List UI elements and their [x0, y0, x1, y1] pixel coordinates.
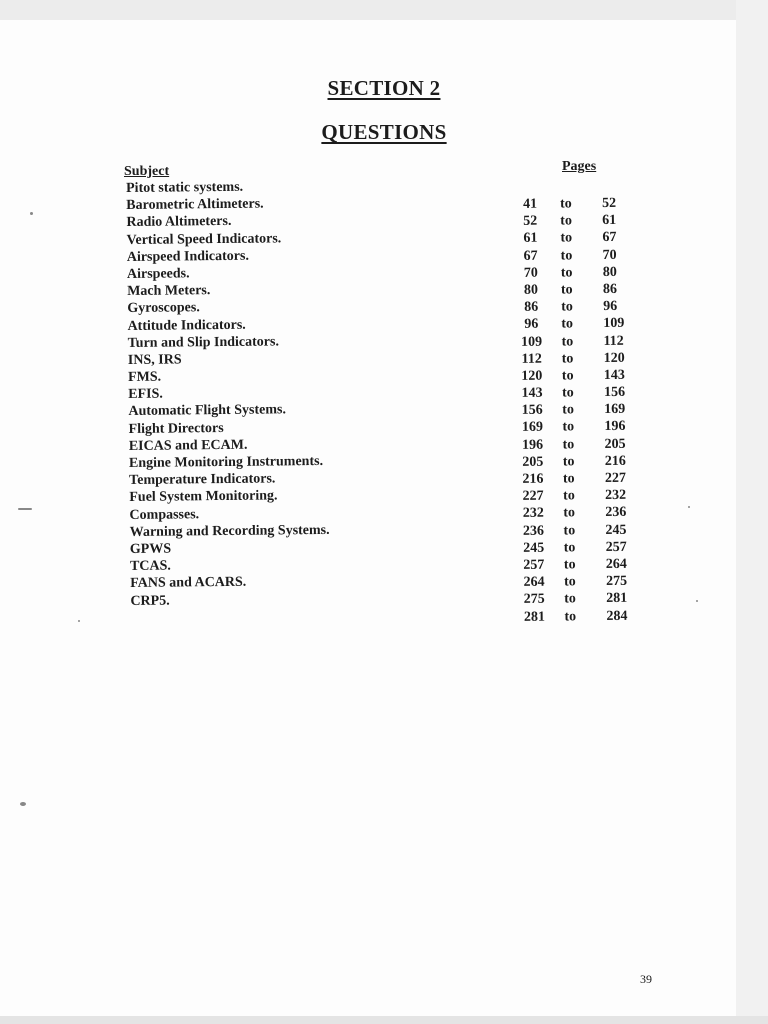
subject-item: Airspeed Indicators. — [126, 248, 250, 265]
page-start: 61 — [523, 231, 538, 247]
page-end: 216 — [604, 453, 626, 469]
section-title: SECTION 2 — [327, 76, 441, 100]
page-range-row — [515, 504, 655, 523]
subject-item: EFIS. — [128, 386, 163, 403]
subject-item: Engine Monitoring Instruments. — [128, 453, 324, 471]
page-start: 112 — [521, 351, 542, 367]
page-range-list — [512, 195, 656, 626]
range-separator: to — [562, 436, 575, 453]
page-start: 96 — [524, 317, 539, 333]
page-end: 156 — [603, 384, 626, 401]
questions-title: QUESTIONS — [321, 120, 447, 144]
range-separator: to — [560, 282, 573, 298]
page-end: 205 — [604, 436, 626, 452]
page-start: 275 — [523, 591, 545, 608]
page-range-row — [516, 555, 656, 574]
page-range-row — [512, 212, 652, 231]
page-end: 143 — [603, 367, 625, 383]
page-end: 281 — [606, 591, 628, 607]
range-separator: to — [563, 505, 576, 521]
subject-item: GPWS — [129, 541, 172, 557]
page-start: 257 — [523, 557, 545, 573]
page-start: 205 — [522, 454, 544, 470]
range-separator: to — [563, 488, 575, 504]
range-separator: to — [560, 265, 573, 281]
subject-item: INS, IRS — [127, 352, 182, 368]
subject-item: Attitude Indicators. — [127, 317, 246, 334]
page-start: 52 — [523, 213, 538, 230]
range-separator: to — [560, 213, 573, 229]
range-separator: to — [561, 299, 573, 315]
subject-item: Automatic Flight Systems. — [128, 402, 286, 420]
subject-item: FMS. — [127, 369, 162, 386]
document-page — [0, 20, 736, 1016]
scan-speck — [18, 508, 32, 510]
scan-speck — [78, 620, 80, 622]
page-range-row — [513, 246, 653, 265]
page-end: 80 — [602, 264, 617, 280]
subject-column-header: Subject — [124, 164, 170, 179]
subject-item: Barometric Altimeters. — [126, 196, 264, 214]
range-separator: to — [561, 351, 574, 367]
page-range-row — [515, 452, 655, 471]
page-start: 86 — [524, 299, 539, 316]
page-end: 245 — [605, 522, 627, 538]
page-end: 227 — [604, 470, 627, 487]
subject-item: TCAS. — [129, 558, 171, 575]
subject-item: CRP5. — [130, 593, 170, 609]
page-range-row — [514, 349, 654, 368]
page-range-row — [512, 229, 652, 248]
pages-column-header: Pages — [562, 159, 597, 174]
page-range-row — [513, 332, 653, 351]
page-end: 232 — [605, 488, 627, 504]
subject-item: Warning and Recording Systems. — [129, 522, 330, 540]
page-end: 70 — [602, 247, 617, 263]
subject-item: Turn and Slip Indicators. — [127, 334, 279, 351]
subject-item: Compasses. — [129, 506, 200, 523]
page-start: 70 — [523, 265, 538, 281]
page-end: 236 — [605, 505, 627, 521]
range-separator: to — [560, 196, 572, 212]
range-separator: to — [561, 316, 574, 332]
page-end: 86 — [602, 281, 618, 297]
page-range-row — [516, 538, 656, 557]
range-separator: to — [560, 230, 573, 246]
page-start: 227 — [522, 488, 544, 505]
page-range-row — [512, 195, 652, 214]
range-separator: to — [563, 574, 576, 590]
page-start: 216 — [522, 471, 544, 487]
page-range-row — [513, 263, 653, 282]
subject-item: Radio Altimeters. — [126, 214, 232, 231]
page-start: 80 — [523, 282, 539, 298]
page-end: 67 — [602, 230, 617, 246]
subject-item: Temperature Indicators. — [129, 471, 276, 489]
page-range-row — [515, 521, 655, 540]
subject-item: Airspeeds. — [126, 266, 190, 282]
scan-speck — [30, 212, 33, 215]
page-end: 196 — [604, 419, 626, 435]
page-end: 264 — [605, 556, 627, 572]
subject-item: Flight Directors — [128, 420, 224, 437]
subject-list — [126, 178, 330, 610]
page-range-row — [514, 366, 654, 385]
page-end: 284 — [606, 608, 628, 624]
range-separator: to — [564, 608, 577, 624]
range-separator: to — [562, 454, 575, 470]
subject-item: Gyroscopes. — [127, 300, 200, 317]
page-range-row — [514, 418, 654, 437]
page-start: 169 — [521, 420, 544, 436]
page-range-row — [513, 315, 653, 334]
page-end: 275 — [605, 573, 628, 590]
page-range-row — [514, 401, 654, 420]
subject-item: Vertical Speed Indicators. — [126, 230, 282, 248]
scan-speck — [688, 506, 690, 508]
page-range-row — [513, 280, 653, 299]
page-end: 169 — [604, 402, 626, 418]
page-range-row — [516, 590, 656, 609]
page-end: 112 — [603, 333, 624, 349]
page-start: 143 — [521, 385, 543, 401]
subject-item: FANS and ACARS. — [130, 575, 247, 592]
subject-item: Pitot static systems. — [126, 179, 244, 196]
page-range-row — [516, 607, 656, 626]
scan-right-margin — [736, 0, 768, 1024]
range-separator: to — [562, 471, 575, 487]
page-number: 39 — [640, 972, 652, 986]
range-separator: to — [561, 368, 574, 384]
page-range-row — [515, 470, 655, 489]
range-separator: to — [564, 591, 576, 607]
page-start: 232 — [522, 506, 544, 522]
page-range-row — [514, 384, 654, 403]
range-separator: to — [562, 419, 575, 435]
page-end: 61 — [602, 213, 617, 229]
page-start: 245 — [523, 540, 545, 556]
page-start: 120 — [521, 368, 543, 384]
subject-item: Fuel System Monitoring. — [129, 488, 278, 506]
range-separator: to — [562, 402, 574, 418]
subject-item: EICAS and ECAM. — [128, 437, 248, 454]
page-start: 196 — [522, 437, 544, 453]
page-range-row — [513, 298, 653, 317]
range-separator: to — [563, 540, 576, 556]
page-start: 264 — [523, 574, 545, 591]
page-start: 156 — [521, 402, 543, 419]
scan-speck — [696, 600, 698, 602]
page-end: 257 — [605, 539, 627, 555]
page-range-row — [515, 435, 655, 454]
range-separator: to — [561, 385, 574, 401]
scan-speck — [20, 802, 26, 806]
range-separator: to — [560, 247, 573, 264]
page-start: 281 — [523, 609, 545, 625]
page-end: 120 — [603, 350, 625, 366]
subject-item: Mach Meters. — [127, 283, 211, 300]
page-start: 236 — [522, 523, 545, 539]
page-range-row — [515, 487, 655, 506]
page-range-row — [516, 573, 656, 592]
page-end: 109 — [603, 316, 625, 332]
scan-bottom-margin — [0, 1016, 768, 1024]
page-start: 67 — [523, 248, 538, 264]
page-end: 96 — [603, 299, 618, 315]
page-start: 109 — [520, 334, 543, 350]
range-separator: to — [563, 522, 576, 539]
page-end: 52 — [602, 195, 617, 212]
page-start: 41 — [523, 196, 538, 212]
range-separator: to — [563, 557, 576, 573]
range-separator: to — [561, 333, 574, 349]
